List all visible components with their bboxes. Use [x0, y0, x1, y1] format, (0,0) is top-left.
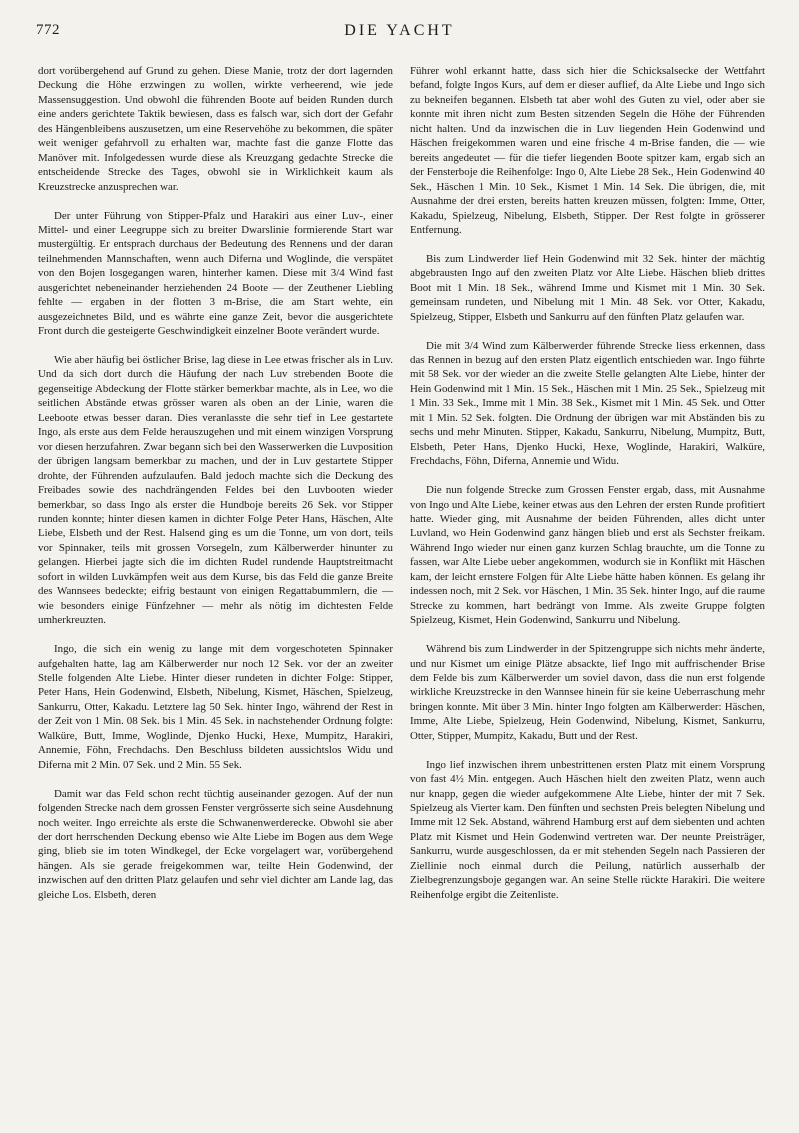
paragraph: dort vorübergehend auf Grund zu gehen. Diese Manie, trotz der dort lagernden Deckung die Höhe erzwingen zu wollen, wirkte verheerend, wie jede Massensuggestion. Und obwohl die führenden Boote auf beiden Runden durch eine anders gerichtete Taktik bewiesen, dass es falsch war, sich dort der Gefahr des Hängenbleibens auszusetzen, um eine Reservehöhe zu bekommen, die später weit weniger gefahrvoll zu erhalten war, machte fast die ganze Flotte das Manöver mit. Infolgedessen wurde diese als Kreuzgang gedachte Strecke die entscheidende Strecke des Tages, obwohl sie in Wirklichkeit kaum als Kreuzstrecke anzusprechen war. [38, 65, 393, 193]
paragraph: Der unter Führung von Stipper-Pfalz und Harakiri aus einer Luv-, einer Mittel- und einer Leegruppe sich zu breiter Dwarslinie formierende Start war mustergültig. Er entsprach durchaus der Bedeutung des Rennens und der daran teilnehmenden Mannschaften, wenn auch Diferna und Woglinde, die verspätet von den Bojen losgegangen waren, hinterher kamen. Diese mit 3/4 Wind fast ausgerichtet nebeneinander herziehenden 24 Boote — der Zeuthener Liebling fehlte — ergaben in der flotten 3 m-Brise, die am Start wehte, ein ausgezeichnetes Bild, und es währte eine ganze Zeit, bevor die ausgerichtete Front durch die gesteigerte Geschwindigkeit einzelner Boote verändert wurde. [38, 209, 393, 338]
left-column [38, 64, 393, 902]
paragraph: Ingo lief inzwischen ihrem unbestrittenen ersten Platz mit einem Vorsprung von fast 4½ Min. entgegen. Auch Häschen hielt den zweiten Platz, wenn auch nur knapp, gegen die wieder aufgekommene Alte Liebe, hinter der mit 7 Sek. Spielzeug als Vierter kam. Den fünften und sechsten Preis belegten Nibelung und Imme mit 12 Sek. Abstand, während Hamburg erst auf dem siebenten und achten Platz mit Kismet und Hein Godenwind vertreten war. Der neunte Preisträger, Sankurru, wurde ausgeschlossen, da er mit stehenden Segeln nach Passieren der Ziellinie noch einmal durch die Peilung, natürlich ausserhalb der Zielbegrenzungsboje gegangen war. An seine Stelle rückte Harakiri. Die weitere Reihenfolge ergibt die Zeitenliste. [410, 758, 765, 901]
running-title: DIE YACHT [344, 22, 455, 39]
paragraph: Führer wohl erkannt hatte, dass sich hier die Schicksalsecke der Wettfahrt befand, folgte Ingos Kurs, auf dem er dieser auflief, da Alte Liebe und Ingo sich zu bekneifen begannen. Elsbeth tat aber wohl des Guten zu viel, oder aber sie konnte mit ihren nicht zum Besten sitzenden Segeln die Höhe der Führenden nicht halten. Und da inzwischen die in Luv liegenden Hein Godenwind und Häschen freigekommen waren und eine frische 4 m-Brise fanden, die — wie bereits angedeutet — für die tiefer liegenden Boote spitzer kam, ergab sich an der Fensterboje die Reihenfolge: Ingo 0, Alte Liebe 28 Sek., Hein Godenwind 40 Sek., Häschen 1 Min. 10 Sek., Kismet 1 Min. 14 Sek. Die übrigen, die, mit Ausnahme der drei ersten, bereits hatten kreuzen müssen, folgten: Imme, Otter, Kakadu, Spielzeug, Nibelung, Elsbeth, Stipper. Der Rest folgte in grösserer Entfernung. [410, 65, 765, 236]
paragraph: Bis zum Lindwerder lief Hein Godenwind mit 32 Sek. hinter der mächtig abgebrausten Ingo auf den zweiten Platz vor Alte Liebe. Häschen blieb drittes Boot mit 1 Min. 18 Sek., während Imme und Kismet mit 1 Min. 30 Sek. gemeinsam rundeten, und Nibelung mit 1 Min. 48 Sek. vor Otter, Kakadu, Spielzeug, Stipper, Elsbeth und Sankurru auf den fünften Platz gelaufen war. [410, 252, 765, 323]
paragraph: Wie aber häufig bei östlicher Brise, lag diese in Lee etwas frischer als in Luv. Und da sich dort durch die Häufung der nach Luv strebenden Boote die gegenseitige Abdeckung der Flotte stärker bemerkbar machte, als in Lee, wo die seitlichen Abstände etwas grösser waren als oben an der Linie, waren die Leeboote etwas besser daran. Dies veranlasste die sehr tief in Lee gestartete Ingo, als erste aus dem Felde herauszugehen und mit einem winzigen Vorsprung vor diesen herzufahren. Zwar begann sich bei den Wasserwerken die Luvposition der übrigen langsam bemerkbar zu machen, und der in Luv gestartete Stipper drohte, der Führenden aufzulaufen. Bald jedoch machte sich die Deckung des Freibades sowie des nachdrängenden Feldes bei den Luvbooten wieder bemerkbar, so dass Ingo als erster die Hundboje bereits 26 Sek. vor Stipper runden konnte; hinter diesen kamen in dichter Folge Peter Hans, Häschen, Alte Liebe, Elsbeth und der Rest. Halsend ging es um die Tonne, um von dort, teils vor Spinnaker, teils mit grossen Vorsegeln, zum Kälberwerder hinunter zu gelangen. Hierbei jagte sich die im dichten Rudel rundende Hauptstreitmacht sofort in wilden Luvkämpfen weit aus dem Kurse, bis das Feld die ganze Breite des Wannsees bedeckte; eifrig bestaunt von einigen Regattabummlern, die — wie besonders einige Fünfzehner — mehr als nötig im dichtesten Felde umherkreuzten. [38, 354, 393, 627]
paragraph: Damit war das Feld schon recht tüchtig auseinander gezogen. Auf der nun folgenden Strecke nach dem grossen Fenster vergrösserte sich seine Ausdehnung noch weiter. Ingo erreichte als erste die Schwanenwerderecke. Obwohl sie aber der dort herrschenden Deckung ebenso wie Alte Liebe im Bogen aus dem Wege ging, blieb sie im toten Windkegel, der Ecke vorgelagert war, vorübergehend hängen. Als sie gerade freigekommen war, teilte Hein Godenwind, der inzwischen auf den dritten Platz gelaufen und sehr viel dichter am Lande lag, das gleiche Los. Elsbeth, deren [38, 787, 393, 901]
paragraph: Während bis zum Lindwerder in der Spitzengruppe sich nichts mehr änderte, und nur Kismet um einige Plätze absackte, lief Ingo mit auffrischender Brise dem Felde bis zum Kälberwerder um soviel davon, dass die nun erst folgende wirkliche Kreuzstrecke in den Wannsee hinein für sie keine Ueberraschung mehr bringen konnte. Mit über 3 Min. hinter Ingo folgten am Kälberwerder: Häschen, Imme, Alte Liebe, Spielzeug, Hein Godenwind, Nibelung, Kismet, Sankurru, Otter, Stipper, Mumpitz, Kakadu, Butt und der Rest. [410, 643, 765, 742]
page-number: 772 [36, 22, 60, 38]
paragraph: Die nun folgende Strecke zum Grossen Fenster ergab, dass, mit Ausnahme von Ingo und Alte Liebe, keiner etwas aus den Lehren der ersten Runde profitiert hatte. Wieder ging, mit Ausnahme der beiden Führenden, alles dicht unter Luvland, wo Hein Godenwind ganz hängen blieb und erst als Sechster freikam. Während Ingo wieder nur einen ganz kurzen Schlag brauchte, um die Tonne zu fassen, war Alte Liebe ueber angekommen, wodurch sie in Konflikt mit Häschen kam, der leicht ernstere Folgen für Alte Liebe hätte haben können. Es gelang ihr indessen noch, mit 2 Sek. vor Häschen, 1 Min. 35 Sek. hinter Ingo, auf die raume Strecke zu kommen, hart bedrängt von Imme. Als zweite Gruppe folgten Spielzeug, Kismet, Hein Godenwind, Sankurru und Nibelung. [410, 484, 765, 627]
paragraph: Ingo, die sich ein wenig zu lange mit dem vorgeschoteten Spinnaker aufgehalten hatte, lag am Kälberwerder nur noch 12 Sek. vor der an zweiter Stelle folgenden Alte Liebe. Hinter dieser rundeten in dichter Folge: Stipper, Peter Hans, Hein Godenwind, Elsbeth, Nibelung, Kismet, Häschen, Spielzeug, Sankurru, Otter, Kakadu. Letztere lag 50 Sek. hinter Ingo, während der Rest in der Zeit von 1 Min. 08 Sek. bis 1 Min. 45 Sek. in nachstehender Ordnung folgte: Walküre, Butt, Imme, Woglinde, Djenko Hucki, Hexe, Mumpitz, Harakiri, Annemie, Föhn, Frechdachs. Den Beschluss bildeten aussichtslos Widu und Diferna mit 2 Min. 07 Sek. und 2 Min. 55 Sek. [38, 643, 393, 771]
paragraph: Die mit 3/4 Wind zum Kälberwerder führende Strecke liess erkennen, dass das Rennen in bezug auf den ersten Platz eigentlich entschieden war. Ingo führte mit 58 Sek. vor der wieder an die zweite Stelle gelangten Alte Liebe, hinter der Hein Godenwind mit 1 Min. 15 Sek., Häschen mit 1 Min. 25 Sek., Spielzeug mit 1 Min. 33 Sek., Imme mit 1 Min. 38 Sek., Kismet mit 1 Min. 45 Sek. und Otter mit 1 Min. 52 Sek. folgten. Die Ordnung der übrigen war mit Abständen bis zu sechs und mehr Minuten. Stipper, Kakadu, Sankurru, Nibelung, Mumpitz, Butt, Elsbeth, Peter Hans, Djenko Hucki, Hexe, Woglinde, Harakiri, Walküre, Frechdachs, Föhn, Diferna, Annemie und Widu. [410, 339, 765, 468]
right-column [410, 64, 765, 902]
